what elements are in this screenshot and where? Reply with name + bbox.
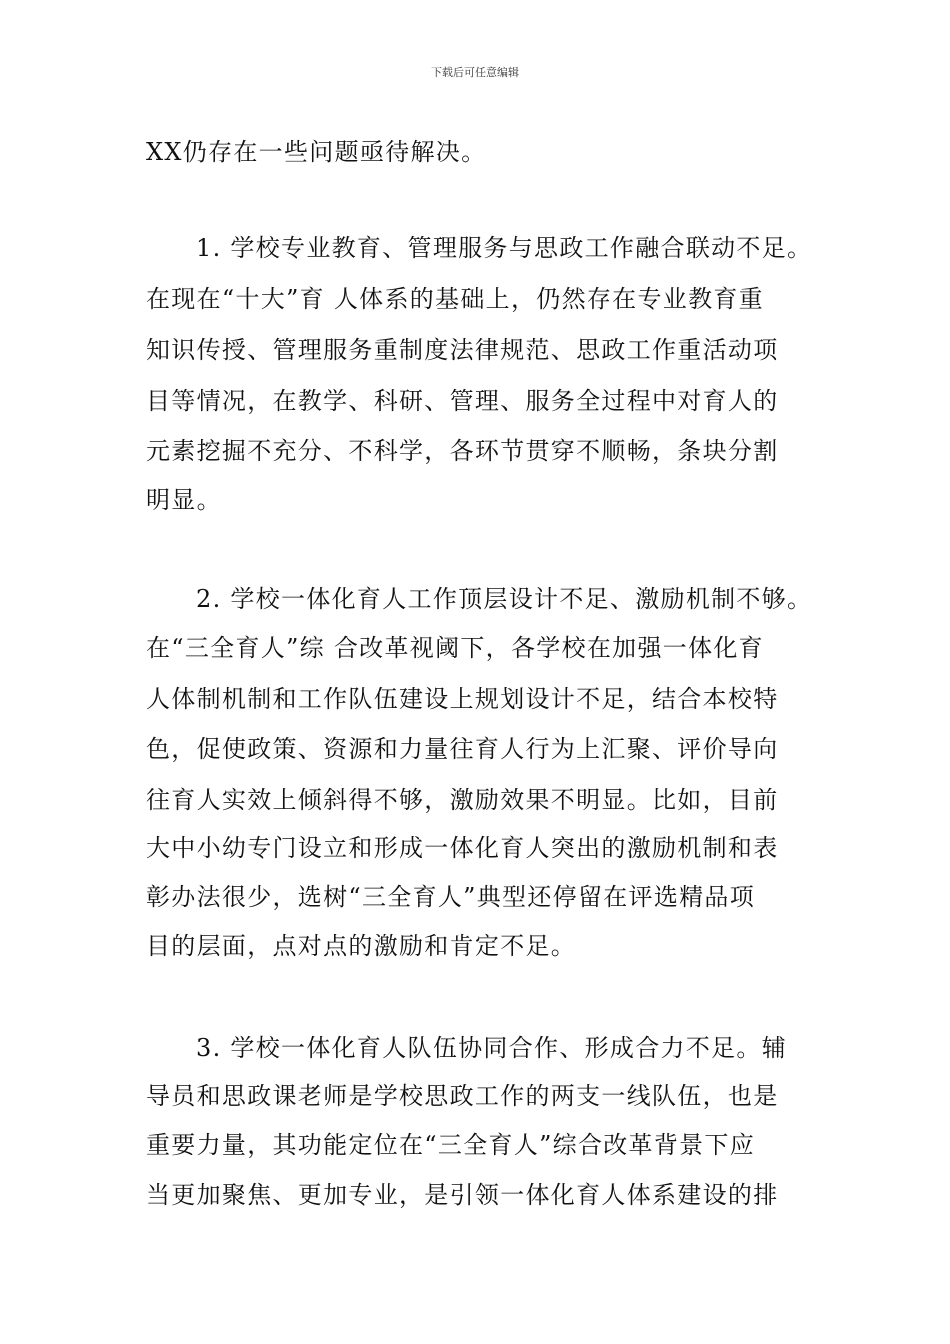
body-line: 重要力量，其功能定位在“三全育人”综合改革背景下应: [146, 1131, 756, 1159]
paragraph-1-first-line: 1. 学校专业教育、管理服务与思政工作融合联动不足。: [196, 234, 813, 262]
body-line: 彰办法很少，选树“三全育人”典型还停留在评选精品项: [146, 883, 756, 911]
body-line: XX仍存在一些问题亟待解决。: [146, 138, 487, 166]
body-line: 明显。: [146, 486, 222, 514]
page-header-note: 下载后可任意编辑: [431, 66, 519, 79]
body-line: 人体制机制和工作队伍建设上规划设计不足，结合本校特: [146, 685, 779, 713]
body-line: 大中小幼专门设立和形成一体化育人突出的激励机制和表: [146, 834, 779, 862]
paragraph-3-first-line: 3. 学校一体化育人队伍协同合作、形成合力不足。辅: [196, 1034, 788, 1062]
body-line: 目的层面，点对点的激励和肯定不足。: [146, 932, 577, 960]
body-line: 知识传授、管理服务重制度法律规范、思政工作重活动项: [146, 336, 779, 364]
body-line: 导员和思政课老师是学校思政工作的两支一线队伍，也是: [146, 1082, 779, 1110]
body-line: 色，促使政策、资源和力量往育人行为上汇聚、评价导向: [146, 735, 779, 763]
body-line: 在“三全育人”综 合改革视阈下，各学校在加强一体化育: [146, 634, 764, 662]
body-line: 元素挖掘不充分、不科学，各环节贯穿不顺畅，条块分割: [146, 437, 779, 465]
paragraph-2-first-line: 2. 学校一体化育人工作顶层设计不足、激励机制不够。: [196, 585, 813, 613]
body-line: 往育人实效上倾斜得不够，激励效果不明显。比如，目前: [146, 786, 779, 814]
body-line: 在现在“十大”育 人体系的基础上，仍然存在专业教育重: [146, 285, 764, 313]
body-line: 当更加聚焦、更加专业，是引领一体化育人体系建设的排: [146, 1181, 779, 1209]
body-line: 目等情况，在教学、科研、管理、服务全过程中对育人的: [146, 387, 779, 415]
